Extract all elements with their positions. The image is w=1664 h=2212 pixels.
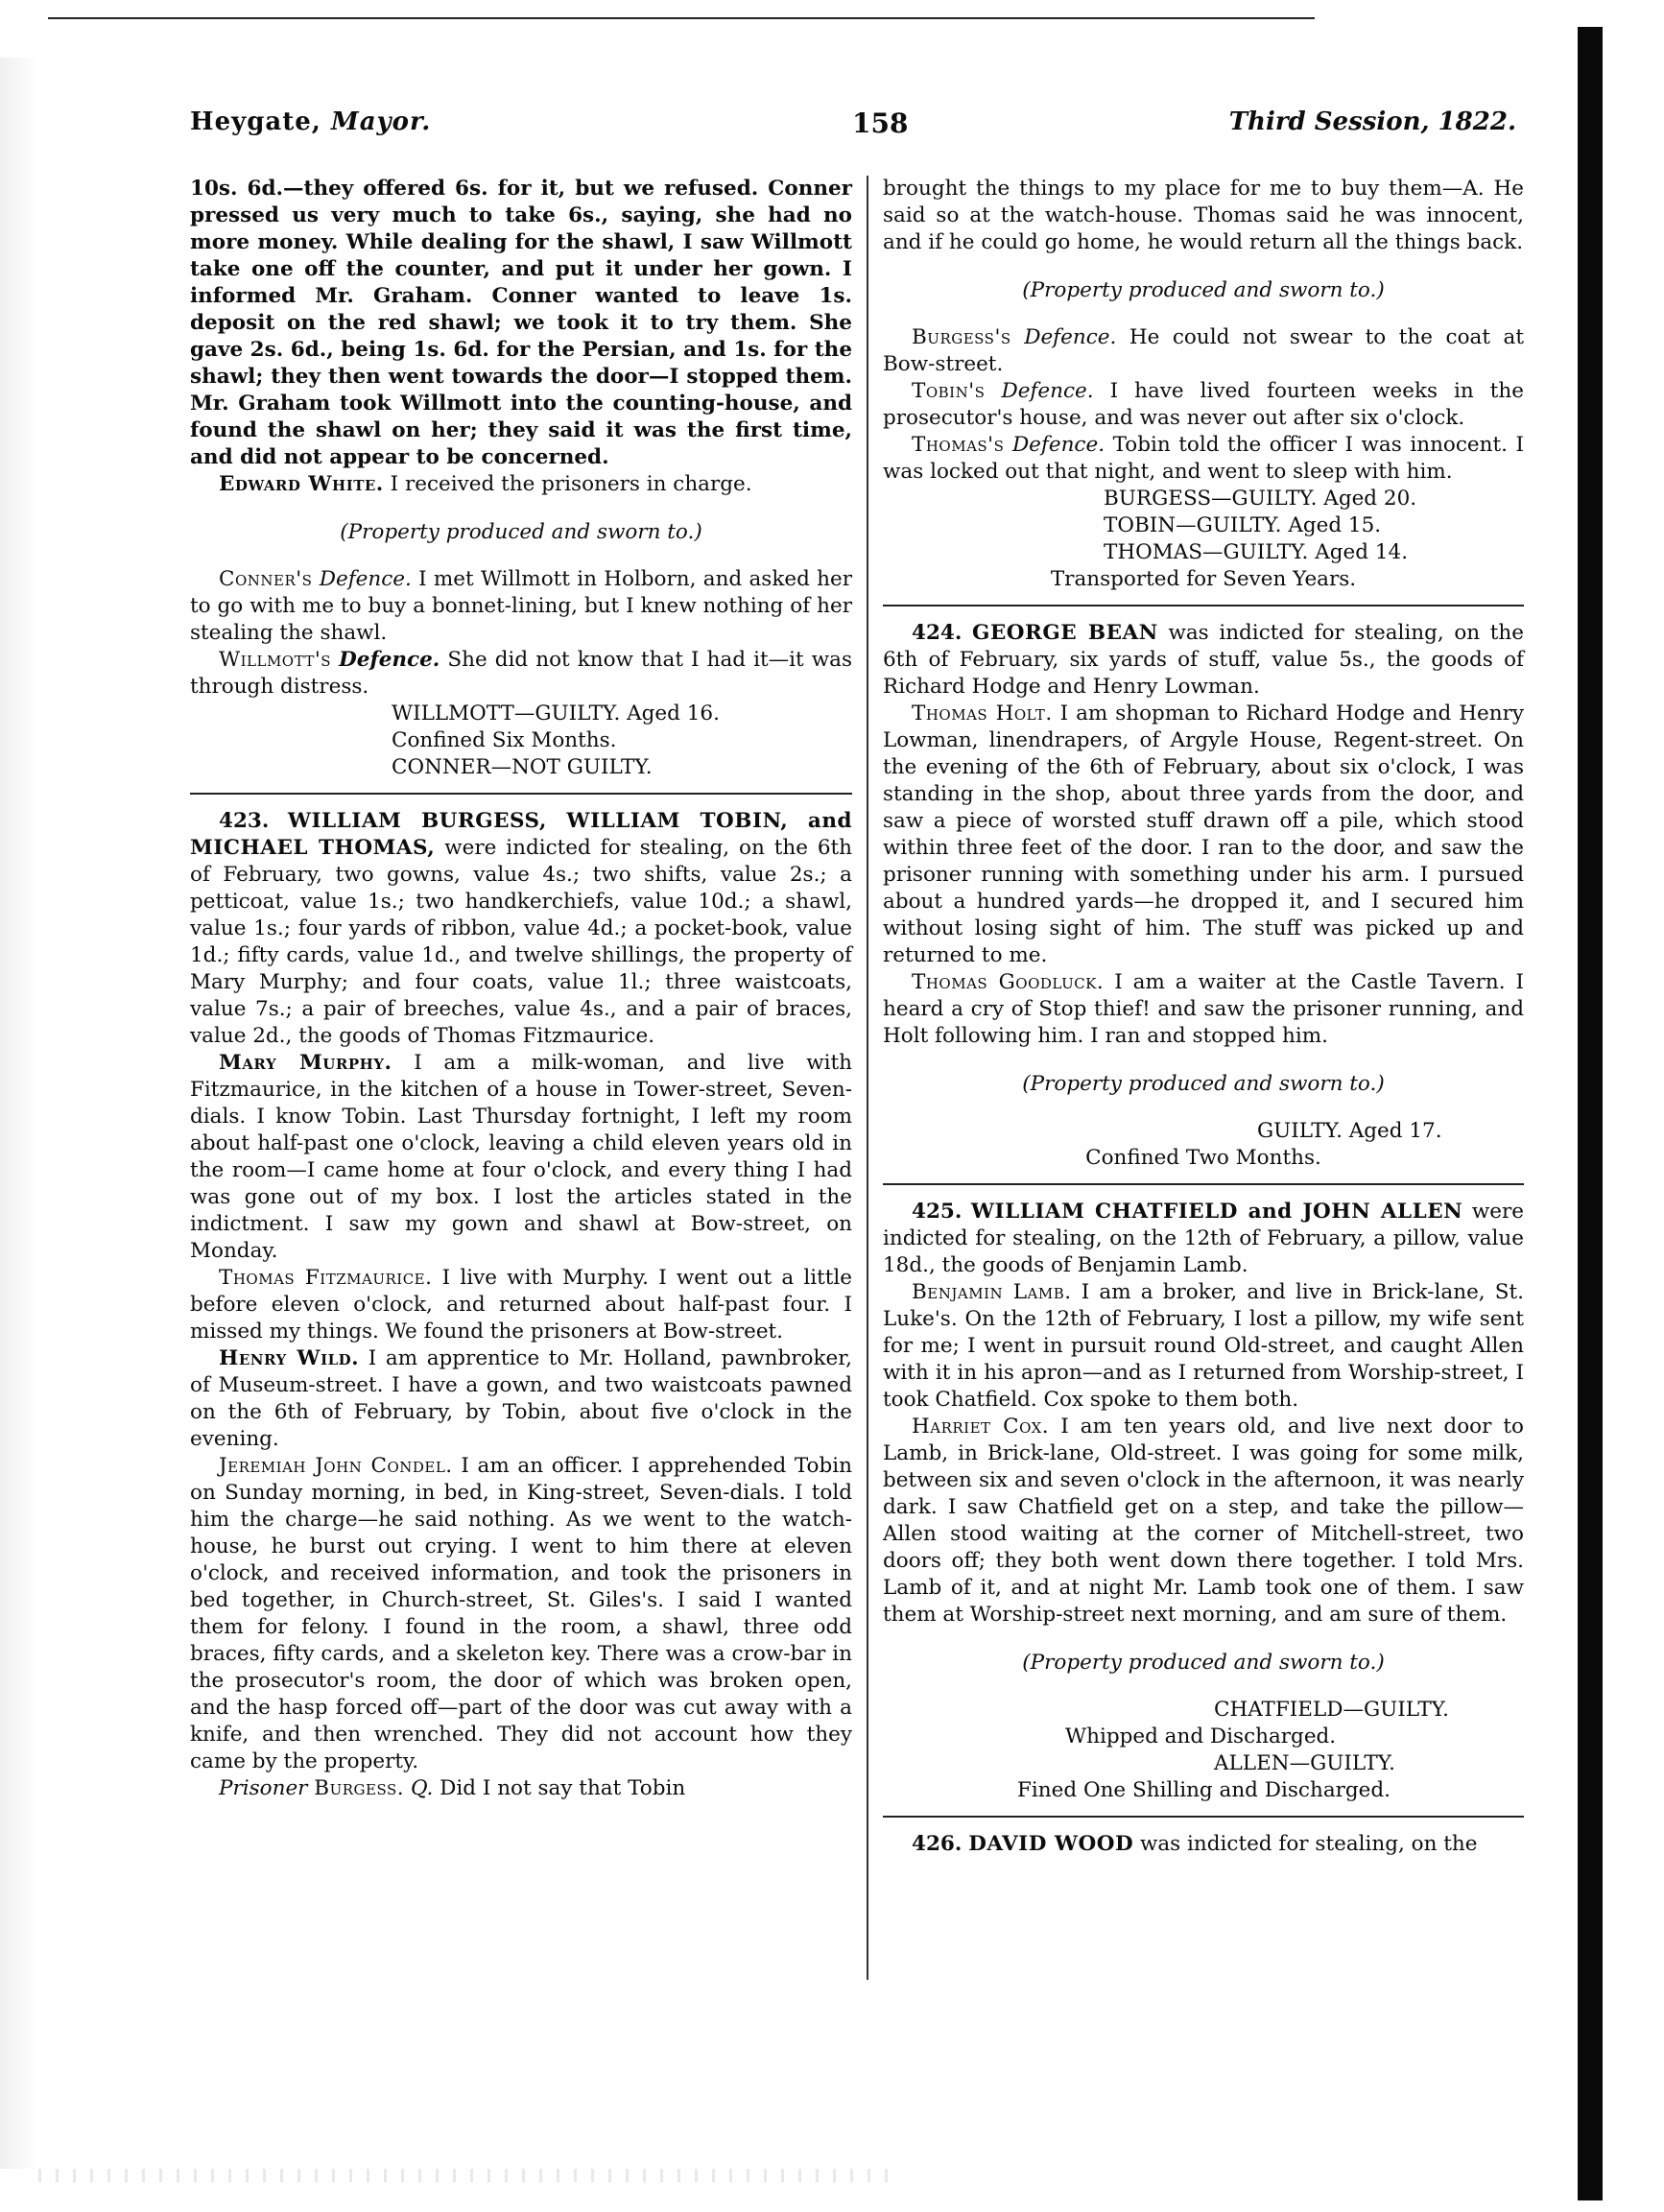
scan-noise (38, 2169, 902, 2182)
case-separator (190, 793, 852, 795)
right-column (883, 176, 1524, 1858)
page-number: 158 (852, 107, 909, 139)
testimony-holt (883, 701, 1524, 969)
indictment-text: were indicted for stealing, on the 6th of February, two gowns, value 4s.; two shifts, value 2s.; a petticoat, value 1s.; two handkerchiefs, value 10d.; a shawl, value 1s.; four yards of ribbon, value 4d.; a pocket-book, value 1d.; fifty cards, value 1d., and twelve shillings, the property of Mary Murphy; and four coats, value 1l.; three waistcoats, value 7s.; a pair of breeches, value 4s., and a pair of braces, value 2d., the goods of Thomas Fitzmaurice. (190, 836, 852, 1048)
witness-name: Thomas Goodluck. (912, 970, 1105, 994)
defence-text: I met Willmott in Holborn, and asked her to go with me to buy a bonnet-lining, but I knew nothing of her stealing the shawl. (190, 567, 852, 645)
defence-label: Defence. (1011, 433, 1105, 457)
prisoner-label: Prisoner (219, 1776, 308, 1800)
testimony-text: I live with Murphy. I went out a little before eleven o'clock, and returned about half-past four. I missed my things. We found the prisoners at Bow-street. (190, 1266, 852, 1344)
header-title: Mayor. (330, 107, 432, 136)
witness-name: Henry Wild. (219, 1346, 360, 1370)
verdict-line: GUILTY. Aged 17. (1257, 1119, 1442, 1143)
header-name: Heygate, (190, 107, 321, 136)
testimony-text: I am a milk-woman, and live with Fitzmaurice, in the kitchen of a house in Tower-street, Seven-dials. I know Tobin. Last Thursday fortnight, I left my room about half-past one o'clock, leaving a child eleven years old in the room—I came home at four o'clock, and every thing I had was gone out of my box. I lost the articles stated in the indictment. I saw my gown and shawl at Bow-street, on Monday. (190, 1051, 852, 1263)
testimony-edward-white (190, 471, 852, 498)
defence-label: Defence. (1024, 325, 1117, 349)
defence-tobin (883, 378, 1524, 432)
sentence-line: Fined One Shilling and Discharged. (1017, 1778, 1391, 1802)
testimony-cox (883, 1414, 1524, 1629)
header-session: Third Session, 1822. (1228, 107, 1516, 136)
sentence-line: Whipped and Discharged. (1065, 1724, 1337, 1748)
defence-text: She did not know that I had it—it was through distress. (190, 648, 852, 699)
case-426 (883, 1831, 1524, 1858)
property-produced: (Property produced and sworn to.) (1022, 1650, 1385, 1675)
defendant-name: Willmott's (219, 648, 332, 672)
case-separator (883, 605, 1524, 607)
case-424 (883, 620, 1524, 701)
defence-label: Defence. (339, 648, 440, 672)
running-header (190, 107, 1526, 146)
defendant-names: WILLIAM BURGESS, WILLIAM TOBIN, and MICHAEL THOMAS, (190, 809, 852, 860)
scan-binding-edge (1578, 27, 1603, 2200)
witness-name: Harriet Cox. (912, 1415, 1050, 1439)
verdict-block (392, 701, 852, 781)
witness-name: Edward White. (219, 472, 384, 496)
sentence-line: Confined Six Months. (392, 728, 617, 752)
testimony-text: I am ten years old, and live next door to Lamb, in Brick-lane, Old-street. I was going for some milk, between six and seven o'clock in the afternoon, it was nearly dark. I saw Chatfield get on a step, and take the pillow—Allen stood waiting at the corner of Mitchell-street, two doors off; they both went down there together. I told Mrs. Lamb of it, and at night Mr. Lamb took one of them. I saw them at Worship-street next morning, and am sure of them. (883, 1415, 1525, 1627)
testimony-text: I am apprentice to Mr. Holland, pawnbroker, of Museum-street. I have a gown, and two waistcoats pawned on the 6th of February, by Tobin, about five o'clock in the evening. (190, 1346, 852, 1451)
defence-text: I have lived fourteen weeks in the prosecutor's house, and was never out after six o'clock. (883, 379, 1525, 430)
verdict-line: CHATFIELD—GUILTY. (1214, 1698, 1449, 1722)
defendant-name: Burgess's (912, 325, 1011, 349)
question-marker: Q. (410, 1776, 434, 1800)
witness-name: Thomas Holt. (912, 702, 1053, 725)
witness-name: Mary Murphy. (219, 1051, 392, 1075)
defence-burgess (883, 324, 1524, 378)
verdict-line: TOBIN—GUILTY. Aged 15. (1104, 513, 1382, 537)
case-number: 424. (912, 621, 963, 645)
case-425 (883, 1199, 1524, 1279)
header-left (190, 107, 431, 136)
defence-text: Tobin told the officer I was innocent. I was locked out that night, and went to sleep with him. (883, 433, 1524, 484)
testimony-murphy (190, 1050, 852, 1265)
testimony-fitzmaurice (190, 1265, 852, 1345)
property-produced: (Property produced and sworn to.) (1022, 277, 1385, 302)
witness-name: Thomas Fitzmaurice. (219, 1266, 433, 1290)
case-number: 425. (912, 1200, 963, 1224)
witness-name: Benjamin Lamb. (912, 1280, 1072, 1304)
sentence-line: Transported for Seven Years. (1050, 567, 1357, 591)
testimony-text: I am shopman to Richard Hodge and Henry Lowman, linendrapers, of Argyle House, Regent-street. On the evening of the 6th of February, about six o'clock, I was standing in the shop, about three yards from the door, and saw a piece of worsted stuff drawn off a pile, which stood within three feet of the door. I ran to the door, and saw the prisoner running with something under his arm. I pursued about a hundred yards—he dropped it, and I secured him without losing sight of him. The stuff was picked up and returned to me. (883, 702, 1524, 967)
testimony-text: I am an officer. I apprehended Tobin on Sunday morning, in bed, in King-street, Seven-dials. I told him the charge—he said nothing. As we went to the watch-house, he burst out crying. I went to him there at eleven o'clock, and received information, and took the prisoners in bed together, in Church-street, St. Giles's. I said I wanted them for felony. I found in the room, a shawl, three odd braces, fifty cards, and a skeleton key. There was a crow-bar in the prosecutor's room, the door of which was broken open, and the hasp forced off—part of the door was cut away with a knife, and then wrenched. They did not account how they came by the property. (190, 1454, 852, 1773)
testimony-goodluck (883, 969, 1524, 1050)
question-text: Did I not say that Tobin (440, 1776, 686, 1800)
property-produced: (Property produced and sworn to.) (1022, 1071, 1385, 1096)
top-rule (48, 17, 1315, 19)
case-423 (190, 808, 852, 1050)
verdict-line: WILLMOTT—GUILTY. Aged 16. (392, 702, 720, 725)
defendant-name: Thomas's (912, 433, 1005, 457)
verdict-line: ALLEN—GUILTY. (1214, 1751, 1395, 1775)
column-divider (867, 176, 868, 1980)
case-separator (883, 1183, 1524, 1185)
case-number: 423. (219, 809, 270, 833)
property-produced: (Property produced and sworn to.) (340, 519, 702, 544)
testimony-text: I am a broker, and live in Brick-lane, St. Luke's. On the 12th of February, I lost a pillow, my wife sent for me; I went in pursuit round Old-street, and caught Allen with it in his apron—and as I returned from Worship-street, I took Chatfield. Cox spoke to them both. (883, 1280, 1524, 1412)
defendant-names: DAVID WOOD (968, 1832, 1134, 1856)
verdict-line: CONNER—NOT GUILTY. (392, 755, 653, 779)
defence-label: Defence. (1001, 379, 1094, 403)
defendant-name: Tobin's (912, 379, 986, 403)
witness-name: Jeremiah John Condel. (219, 1454, 453, 1478)
testimony-text: I am a waiter at the Castle Tavern. I heard a cry of Stop thief! and saw the prisoner running, and Holt following him. I ran and stopped him. (883, 970, 1524, 1048)
testimony-condel (190, 1453, 852, 1775)
indictment-text: was indicted for stealing, on the 6th of February, six yards of stuff, value 5s., the goods of Richard Hodge and Henry Lowman. (883, 621, 1524, 699)
continued-testimony: 10s. 6d.—they offered 6s. for it, but we refused. Conner pressed us very much to take 6s., saying, she had no more money. While dealing for the shawl, I saw Willmott take one off the counter, and put it under her gown. I informed Mr. Graham. Conner wanted to leave 1s. deposit on the red shawl; we took it to try them. She gave 2s. 6d., being 1s. 6d. for the Persian, and 1s. for the shawl; they then went towards the door—I stopped them. Mr. Graham took Willmott into the counting-house, and found the shawl on her; they said it was the first time, and did not appear to be concerned. (190, 177, 852, 469)
defendant-names: WILLIAM CHATFIELD and JOHN ALLEN (970, 1200, 1463, 1224)
defendant-names: GEORGE BEAN (972, 621, 1158, 645)
prisoner-question (190, 1775, 852, 1802)
indictment-text: were indicted for stealing, on the 12th of February, a pillow, value 18d., the goods of Benjamin Lamb. (883, 1200, 1524, 1277)
defence-thomas (883, 432, 1524, 486)
defence-text: He could not swear to the coat at Bow-street. (883, 325, 1524, 376)
sentence-line: Confined Two Months. (1085, 1146, 1321, 1170)
page-edge-shadow (0, 58, 38, 2169)
defence-conner (190, 566, 852, 647)
verdict-line: THOMAS—GUILTY. Aged 14. (1104, 540, 1409, 564)
prisoner-name: Burgess. (314, 1776, 405, 1800)
testimony-wild (190, 1345, 852, 1453)
defence-label: Defence. (319, 567, 412, 591)
case-separator (883, 1816, 1524, 1818)
defence-willmott (190, 647, 852, 701)
testimony-text: I received the prisoners in charge. (390, 472, 752, 496)
indictment-text: was indicted for stealing, on the (1139, 1832, 1478, 1856)
verdict-line: BURGESS—GUILTY. Aged 20. (1104, 487, 1417, 511)
continued-question: brought the things to my place for me to buy them—A. He said so at the watch-house. Thomas said he was innocent, and if he could go home, he would return all the things back. (883, 177, 1524, 254)
defendant-name: Conner's (219, 567, 313, 591)
verdict-block (1104, 486, 1524, 566)
testimony-lamb (883, 1279, 1524, 1414)
left-column (190, 176, 852, 1802)
case-number: 426. (912, 1832, 963, 1856)
